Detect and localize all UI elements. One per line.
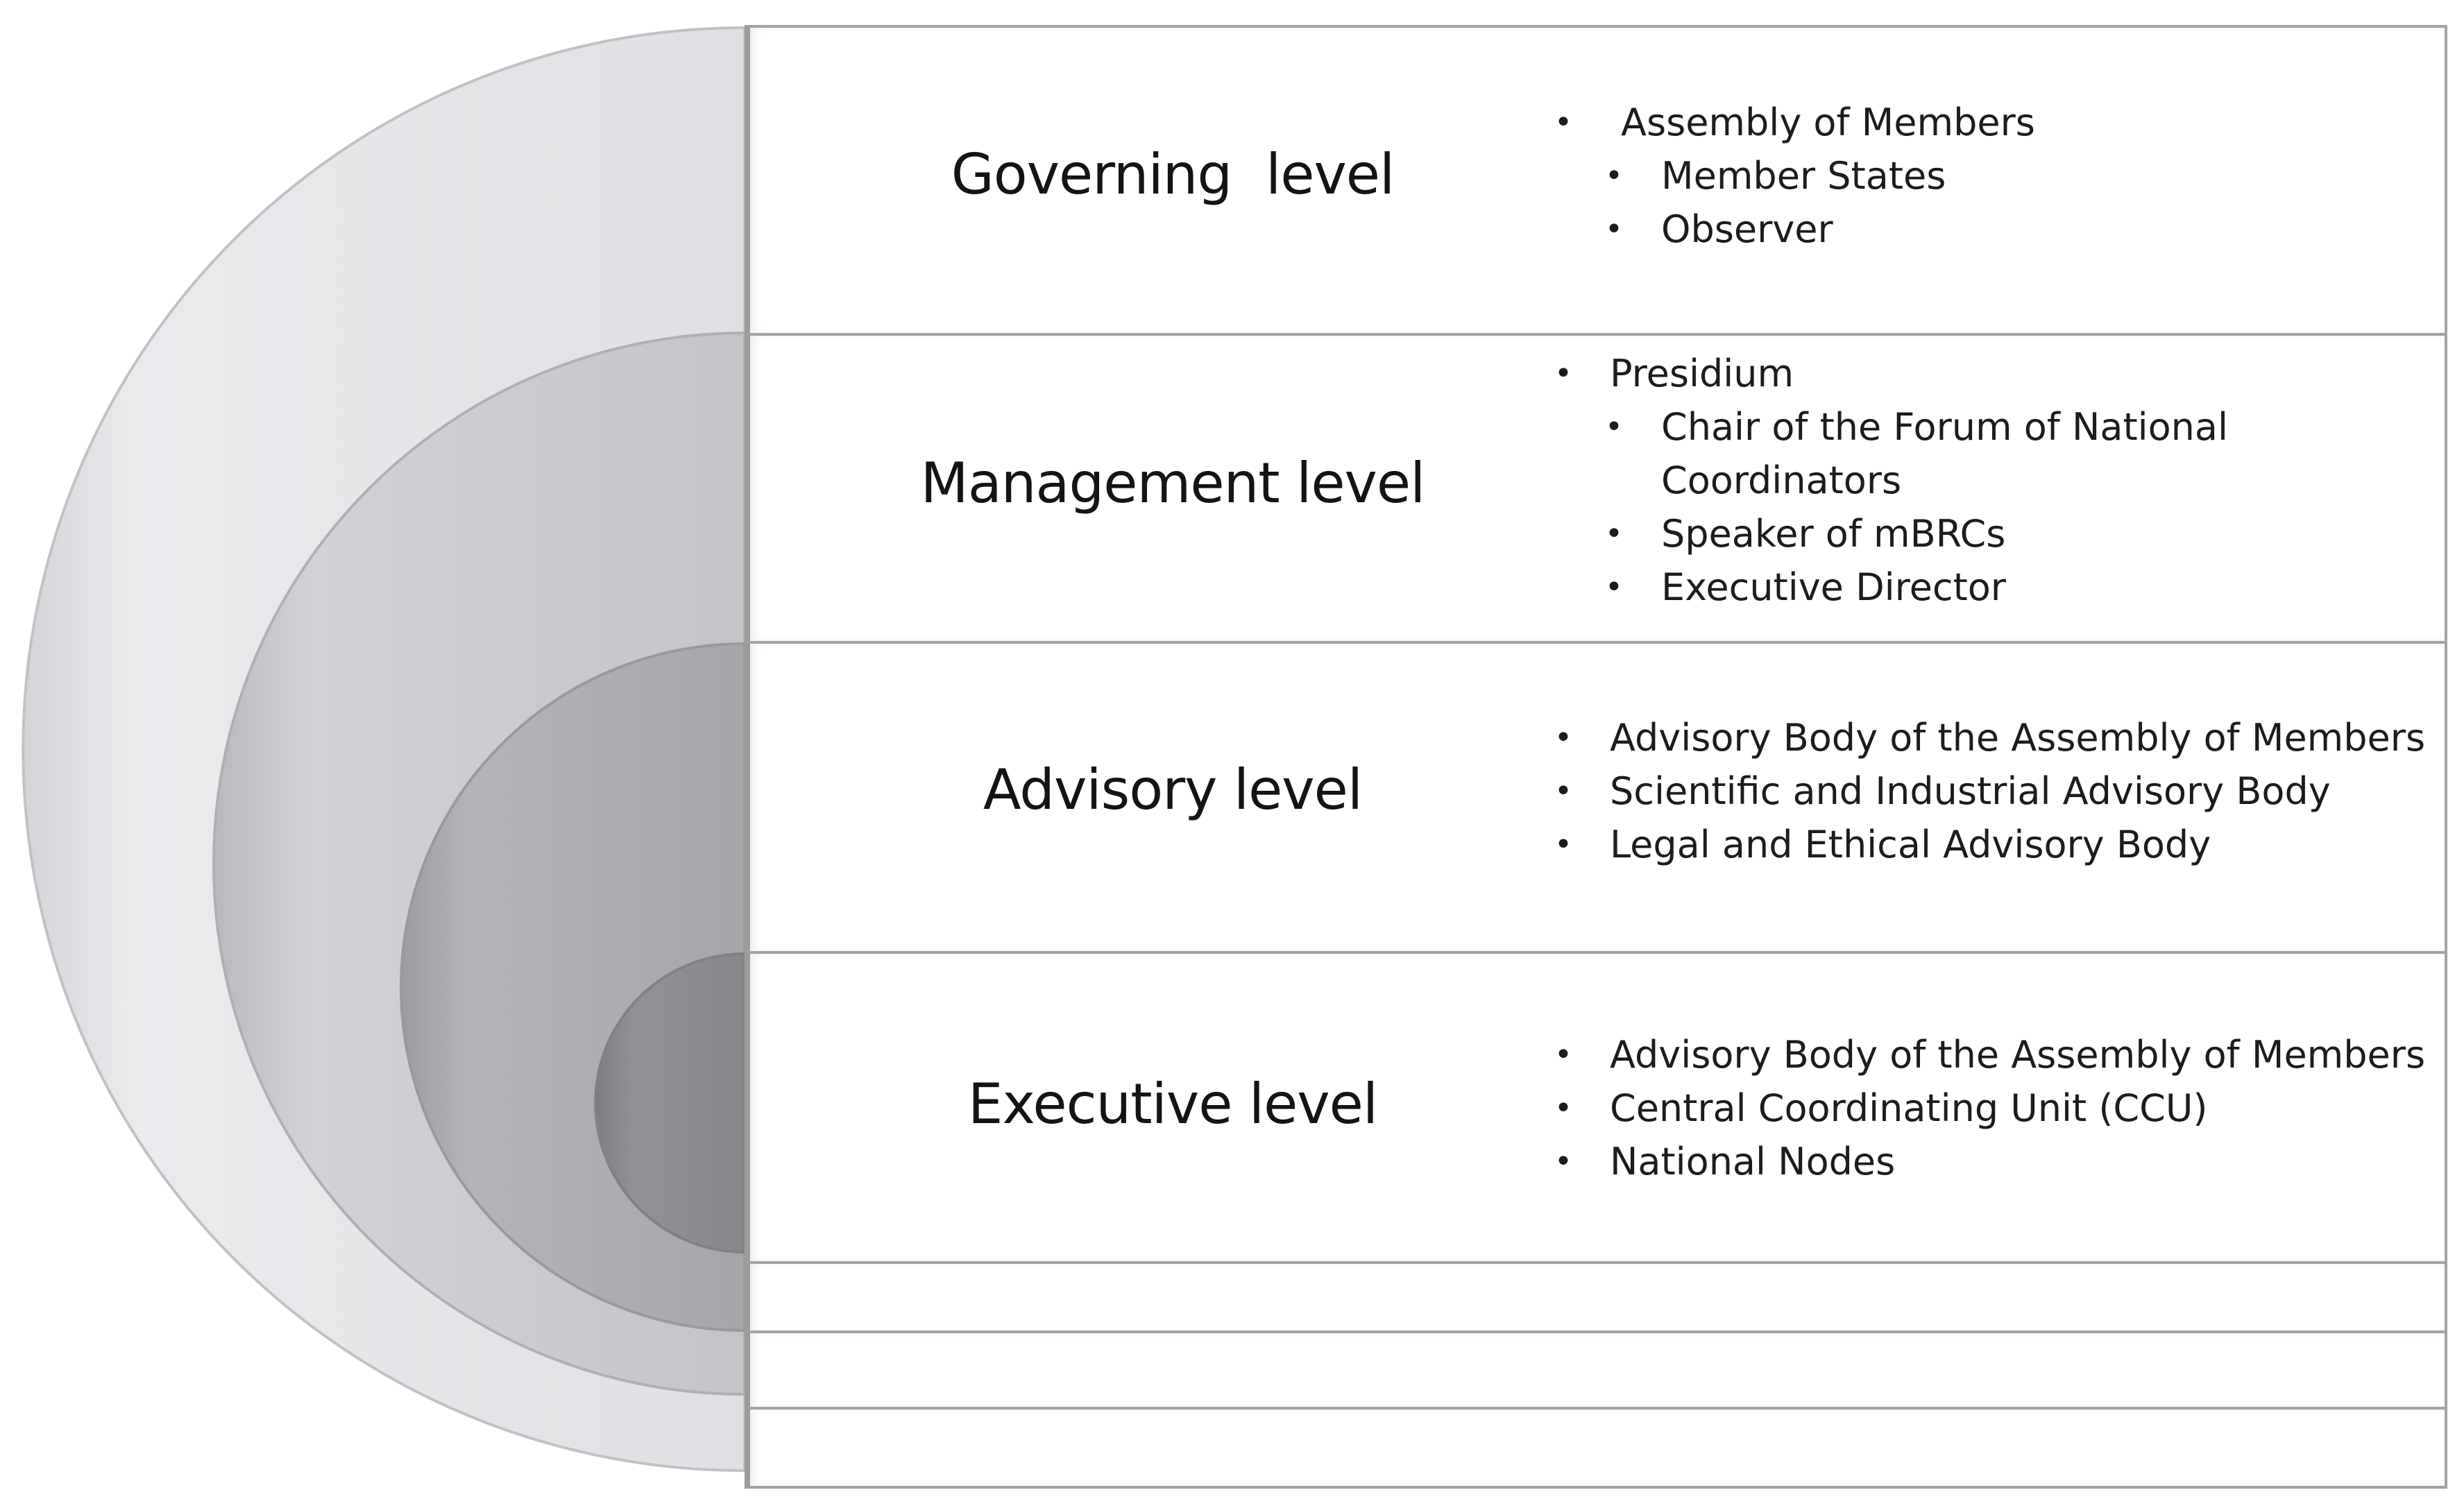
list-item: • Speaker of mBRCs bbox=[1554, 507, 2456, 561]
executive-level-title: Executive level bbox=[967, 1072, 1378, 1136]
list-item: • Chair of the Forum of National bbox=[1554, 400, 2456, 454]
list-item: • Observer bbox=[1554, 203, 2456, 256]
governing-level-title: Governing level bbox=[951, 142, 1395, 207]
band-blank-1 bbox=[745, 1261, 2447, 1333]
list-item: • Scientific and Industrial Advisory Body bbox=[1554, 764, 2456, 818]
list-item: • Central Coordinating Unit (CCU) bbox=[1554, 1081, 2456, 1135]
list-item: • Presidium bbox=[1554, 347, 2456, 400]
executive-bullet-list bbox=[1554, 1028, 2456, 1188]
list-item: • Assembly of Members bbox=[1554, 96, 2456, 149]
list-item: • National Nodes bbox=[1554, 1135, 2456, 1188]
list-item: • Member States bbox=[1554, 149, 2456, 203]
advisory-level-title: Advisory level bbox=[983, 758, 1363, 822]
management-level-title: Management level bbox=[920, 451, 1425, 515]
management-bullet-list bbox=[1554, 347, 2456, 614]
band-blank-3 bbox=[745, 1407, 2447, 1489]
list-item: • Advisory Body of the Assembly of Members bbox=[1554, 711, 2456, 764]
list-item: • Advisory Body of the Assembly of Members bbox=[1554, 1028, 2456, 1081]
list-item-continuation: Coordinators bbox=[1661, 459, 1902, 502]
governing-bullet-list bbox=[1554, 96, 2456, 256]
list-item: • Executive Director bbox=[1554, 561, 2456, 614]
list-item: • Legal and Ethical Advisory Body bbox=[1554, 818, 2456, 871]
band-blank-2 bbox=[745, 1330, 2447, 1410]
advisory-bullet-list bbox=[1554, 711, 2456, 871]
